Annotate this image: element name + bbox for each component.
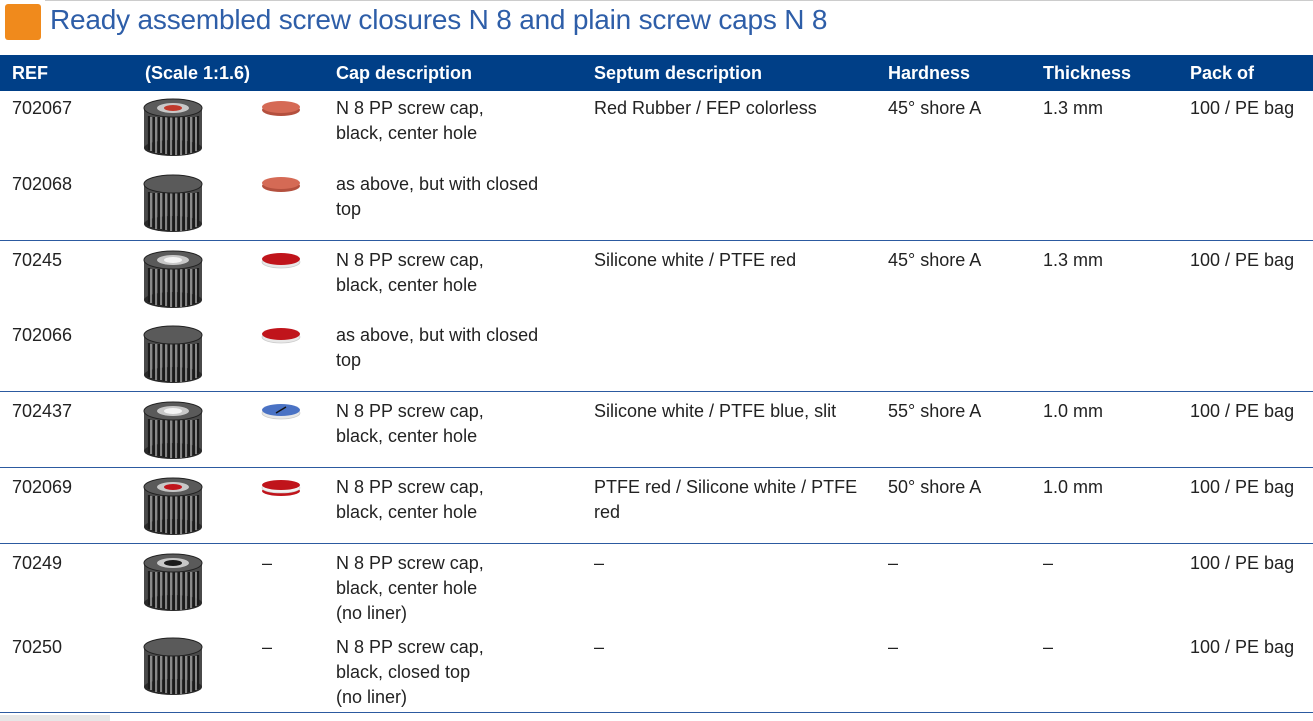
cell-thickness: – bbox=[1043, 553, 1054, 573]
cell-cap-description bbox=[336, 635, 484, 710]
cell-thickness: 1.3 mm bbox=[1043, 98, 1104, 118]
header-scale: (Scale 1:1.6) bbox=[145, 63, 251, 83]
cap-line-2: black, center hole bbox=[336, 426, 478, 446]
title-bar bbox=[0, 0, 1313, 48]
cap-line-1: N 8 PP screw cap, bbox=[336, 637, 484, 657]
cell-septum-description: – bbox=[594, 553, 605, 573]
header-ref: REF bbox=[12, 63, 48, 83]
septum-line-1: PTFE red / Silicone white / PTFE bbox=[594, 477, 858, 497]
cap-line-1: as above, but with closed bbox=[336, 174, 539, 194]
septum-red-rubber-icon bbox=[261, 174, 301, 194]
bottom-scrollbar[interactable] bbox=[0, 715, 110, 721]
cell-septum-description: Silicone white / PTFE blue, slit bbox=[594, 401, 837, 421]
cell-cap-description bbox=[336, 172, 538, 222]
screw-cap-center-hole-white-icon bbox=[143, 401, 203, 459]
cap-line-2: black, center hole bbox=[336, 578, 478, 598]
septum-ptfe-red-sandwich-icon bbox=[261, 477, 301, 497]
cell-pack-of: 100 / PE bag bbox=[1190, 553, 1295, 573]
page-title: Ready assembled screw closures N 8 and plain screw caps N 8 bbox=[50, 4, 828, 35]
title-rule bbox=[45, 0, 1313, 1]
screw-cap-center-hole-red-icon bbox=[143, 477, 203, 535]
cell-pack-of: 100 / PE bag bbox=[1190, 250, 1295, 270]
cell-thickness: 1.3 mm bbox=[1043, 250, 1104, 270]
cap-line-2: black, center hole bbox=[336, 502, 478, 522]
cell-septum-image-dash: – bbox=[262, 637, 273, 657]
septum-ptfe-blue-slit-icon bbox=[261, 401, 301, 421]
septum-ptfe-red-icon bbox=[261, 250, 301, 270]
cell-hardness: – bbox=[888, 637, 899, 657]
cell-septum-image-dash: – bbox=[262, 553, 273, 573]
row-separator bbox=[0, 240, 1313, 241]
cell-ref: 702437 bbox=[12, 401, 73, 421]
cell-ref: 70245 bbox=[12, 250, 63, 270]
septum-ptfe-red-icon bbox=[261, 325, 301, 345]
cap-line-2: black, closed top bbox=[336, 662, 471, 682]
septum-line-2: red bbox=[594, 502, 621, 522]
cap-line-2: top bbox=[336, 350, 362, 370]
header-hardness: Hardness bbox=[888, 63, 971, 83]
cell-hardness: 50° shore A bbox=[888, 477, 982, 497]
row-separator bbox=[0, 543, 1313, 544]
cell-pack-of: 100 / PE bag bbox=[1190, 98, 1295, 118]
septum-red-rubber-icon bbox=[261, 98, 301, 118]
screw-cap-center-hole-black-icon bbox=[143, 553, 203, 611]
cap-line-2: top bbox=[336, 199, 362, 219]
row-separator bbox=[0, 467, 1313, 468]
cell-septum-description: Silicone white / PTFE red bbox=[594, 250, 797, 270]
cap-line-2: black, center hole bbox=[336, 123, 478, 143]
cap-line-1: N 8 PP screw cap, bbox=[336, 553, 484, 573]
cell-pack-of: 100 / PE bag bbox=[1190, 477, 1295, 497]
cell-thickness: 1.0 mm bbox=[1043, 477, 1104, 497]
cell-septum-description: Red Rubber / FEP colorless bbox=[594, 98, 817, 118]
cell-pack-of: 100 / PE bag bbox=[1190, 401, 1295, 421]
cell-hardness: 45° shore A bbox=[888, 98, 982, 118]
cell-pack-of: 100 / PE bag bbox=[1190, 637, 1295, 657]
header-cap-description: Cap description bbox=[336, 63, 473, 83]
cap-line-1: N 8 PP screw cap, bbox=[336, 250, 484, 270]
cap-line-3: (no liner) bbox=[336, 603, 408, 623]
screw-cap-closed-top-icon bbox=[143, 325, 203, 383]
cell-ref: 70249 bbox=[12, 553, 63, 573]
orange-marker-icon bbox=[5, 4, 41, 40]
header-pack-of: Pack of bbox=[1190, 63, 1255, 83]
cell-ref: 702068 bbox=[12, 174, 73, 194]
cell-cap-description bbox=[336, 399, 484, 449]
cell-ref: 702067 bbox=[12, 98, 73, 118]
screw-cap-center-hole-red-icon bbox=[143, 98, 203, 156]
header-septum-description: Septum description bbox=[594, 63, 763, 83]
cell-cap-description bbox=[336, 551, 484, 626]
screw-cap-center-hole-white-icon bbox=[143, 250, 203, 308]
cap-line-2: black, center hole bbox=[336, 275, 478, 295]
cell-ref: 70250 bbox=[12, 637, 63, 657]
screw-cap-closed-top-icon bbox=[143, 174, 203, 232]
cap-line-1: N 8 PP screw cap, bbox=[336, 401, 484, 421]
table-header bbox=[0, 55, 1313, 91]
cap-line-3: (no liner) bbox=[336, 687, 408, 707]
cap-line-1: N 8 PP screw cap, bbox=[336, 98, 484, 118]
cell-cap-description bbox=[336, 475, 484, 525]
cell-septum-description: – bbox=[594, 637, 605, 657]
cell-ref: 702069 bbox=[12, 477, 73, 497]
cap-line-1: as above, but with closed bbox=[336, 325, 539, 345]
cell-thickness: 1.0 mm bbox=[1043, 401, 1104, 421]
cell-ref: 702066 bbox=[12, 325, 73, 345]
row-separator bbox=[0, 391, 1313, 392]
cap-line-1: N 8 PP screw cap, bbox=[336, 477, 484, 497]
cell-septum-description bbox=[594, 475, 857, 525]
cell-hardness: – bbox=[888, 553, 899, 573]
header-thickness: Thickness bbox=[1043, 63, 1132, 83]
cell-cap-description bbox=[336, 323, 538, 373]
cell-cap-description bbox=[336, 96, 484, 146]
cell-hardness: 55° shore A bbox=[888, 401, 982, 421]
cell-hardness: 45° shore A bbox=[888, 250, 982, 270]
screw-cap-closed-top-icon bbox=[143, 637, 203, 695]
cell-thickness: – bbox=[1043, 637, 1054, 657]
cell-cap-description bbox=[336, 248, 484, 298]
row-separator bbox=[0, 712, 1313, 713]
